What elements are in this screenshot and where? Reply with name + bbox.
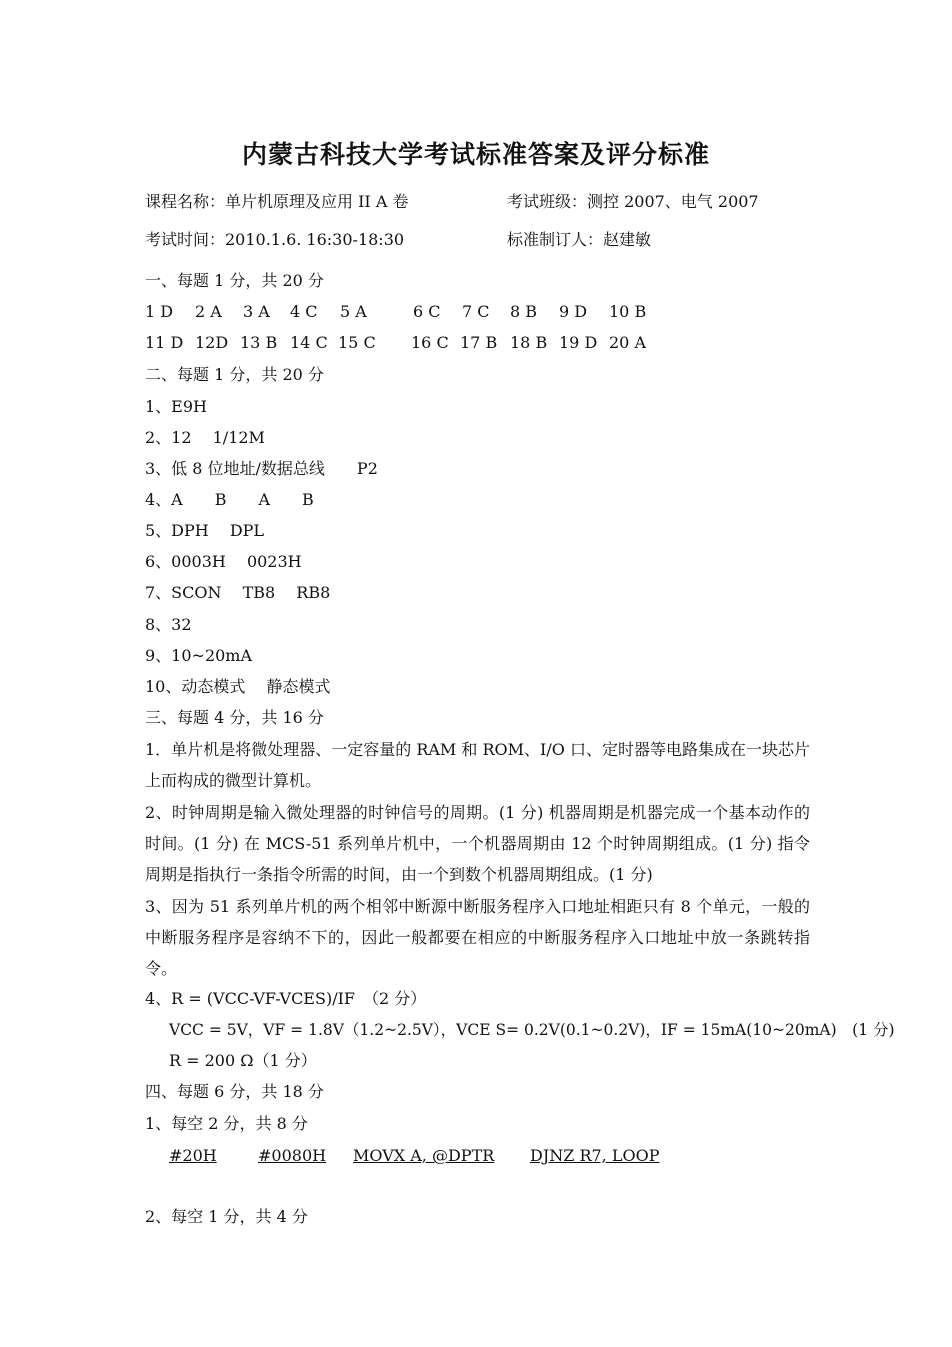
section2-item: 9、10~20mA [145, 646, 253, 665]
section3-answer-2: 2、时钟周期是输入微处理器的时钟信号的周期。(1 分) 机器周期是机器完成一个基本动作的时间。(1 分) 在 MCS-51 系列单片机中，一个机器周期由 12 个时钟周期组成。(1 分) 指令周期是指执行一条指令所需的时间，由一个到数个机器周期组成。(1 分) [145, 803, 810, 884]
section3-result: R = 200 Ω（1 分） [169, 1051, 317, 1070]
answer-cell: 18 B [510, 333, 548, 352]
blank-answer: #0080H [258, 1146, 327, 1165]
exam-time: 考试时间：2010.1.6. 16:30-18:30 [145, 230, 405, 249]
section2-item: 7、SCON TB8 RB8 [145, 583, 331, 602]
section2-item: 6、0003H 0023H [145, 552, 302, 571]
answer-cell: 10 B [609, 302, 647, 321]
section2-item: 8、32 [145, 615, 192, 634]
answer-cell: 12D [195, 333, 229, 352]
answer-cell: 4 C [290, 302, 318, 321]
answer-cell: 17 B [460, 333, 498, 352]
answer-cell: 14 C [290, 333, 328, 352]
answer-cell: 13 B [240, 333, 278, 352]
page-title: 内蒙古科技大学考试标准答案及评分标准 [241, 140, 710, 169]
answer-cell: 20 A [609, 333, 646, 352]
standard-author: 标准制订人：赵建敏 [507, 230, 652, 249]
section1-heading: 一、每题 1 分，共 20 分 [145, 271, 324, 290]
blank-answer: #20H [169, 1146, 217, 1165]
section2-heading: 二、每题 1 分，共 20 分 [145, 365, 324, 384]
answer-cell: 8 B [510, 302, 538, 321]
section4-heading: 四、每题 6 分，共 18 分 [145, 1082, 324, 1101]
answer-cell: 15 C [338, 333, 376, 352]
section2-item: 3、低 8 位地址/数据总线 P2 [145, 459, 378, 478]
answer-cell: 19 D [559, 333, 598, 352]
section2-item: 4、A B A B [145, 490, 314, 509]
section4-sub1: 1、每空 2 分，共 8 分 [145, 1114, 308, 1133]
section4-sub2: 2、每空 1 分，共 4 分 [145, 1207, 308, 1226]
blank-answer: MOVX A, @DPTR [353, 1146, 495, 1165]
answer-cell: 6 C [413, 302, 441, 321]
answer-cell: 5 A [340, 302, 367, 321]
answer-cell: 7 C [462, 302, 490, 321]
answer-cell: 11 D [145, 333, 184, 352]
section3-answer-1: 1．单片机是将微处理器、一定容量的 RAM 和 ROM、I/O 口、定时器等电路集成在一块芯片上而构成的微型计算机。 [145, 740, 810, 790]
answer-cell: 16 C [411, 333, 449, 352]
section3-formula: 4、R = (VCC-VF-VCES)/IF （2 分） [145, 989, 427, 1008]
section3-values: VCC = 5V，VF = 1.8V（1.2~2.5V），VCE S= 0.2V(0.1~0.2V)，IF = 15mA(10~20mA) (1 分) [169, 1021, 895, 1039]
answer-cell: 2 A [195, 302, 222, 321]
section2-item: 2、12 1/12M [145, 428, 265, 447]
answer-cell: 1 D [145, 302, 174, 321]
section3-answer-3: 3、因为 51 系列单片机的两个相邻中断源中断服务程序入口地址相距只有 8 个单元，一般的中断服务程序是容纳不下的，因此一般都要在相应的中断服务程序入口地址中放一条跳转指令。 [145, 897, 810, 978]
section3-heading: 三、每题 4 分，共 16 分 [145, 708, 324, 727]
section2-item: 5、DPH DPL [145, 521, 265, 540]
answer-cell: 9 D [559, 302, 588, 321]
section2-item: 1、E9H [145, 397, 207, 416]
answer-cell: 3 A [243, 302, 270, 321]
exam-class: 考试班级：测控 2007、电气 2007 [507, 192, 759, 211]
blank-answer: DJNZ R7, LOOP [530, 1146, 660, 1165]
section2-item: 10、动态模式 静态模式 [145, 677, 331, 696]
course-name: 课程名称：单片机原理及应用 II A 卷 [145, 192, 409, 211]
